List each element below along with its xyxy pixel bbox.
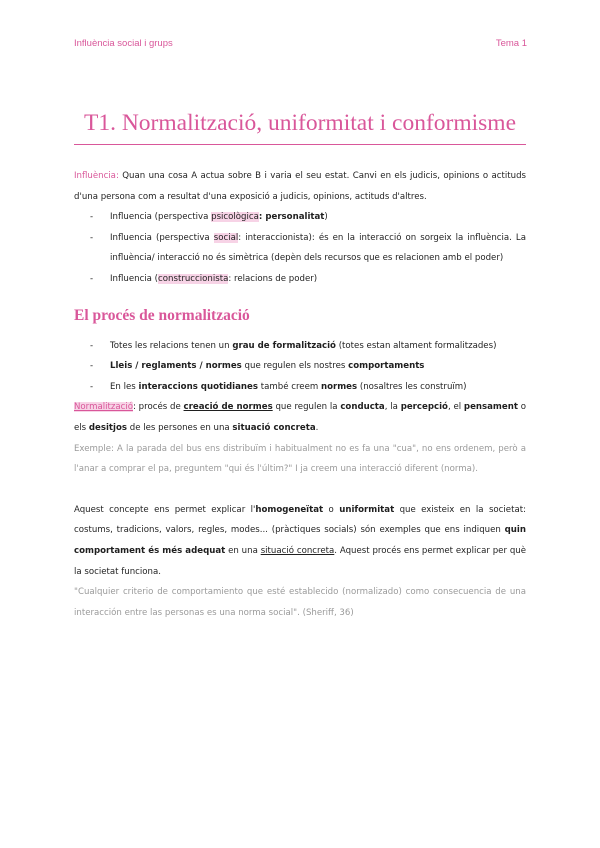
section-title: El procés de normalització [74,306,250,324]
dash-bullet-icon: - [90,381,94,392]
list-item: - Influencia (perspectiva social: interaccionista): és en la interacció on sorgeix la influència. La influència/ interacció no és simètrica (depèn dels recursos que es relacionen amb el poder) [74,228,526,269]
normalization-term: Normalització [74,402,133,413]
highlighted-term: psicològica [211,212,259,223]
title-divider [74,144,526,145]
header-topic-number: Tema 1 [495,38,527,49]
dash-bullet-icon: - [90,340,94,351]
list-item: - Influencia (construccionista: relacions de poder) [74,269,526,290]
list-item: - Influencia (perspectiva psicològica: personalitat) [74,207,526,228]
header-course-title: Influència social i grups [74,38,173,49]
list-item: - En les interaccions quotidianes també creem normes (nosaltres les construïm) [74,377,526,398]
example-paragraph: Exemple: A la parada del bus ens distribuïm i habitualment no es fa una "cua", no ens ordenem, però a l'anar a comprar el pa, preguntem "qui és l'últim?" I ja creem una interacció diferent (norma). [74,443,526,475]
highlighted-term: social [213,232,239,243]
normalization-list [74,336,526,398]
dash-bullet-icon: - [90,273,94,284]
dash-bullet-icon: - [90,361,94,372]
normalization-definition: Normalització: procés de creació de normes que regulen la conducta, la percepció, el pensament o els desitjos de les persones en una situació concreta. [74,402,526,433]
influence-term: Influència: [74,171,119,181]
list-item: - Totes les relacions tenen un grau de formalització (totes estan altament formalitzades) [74,336,526,357]
influence-definition [74,166,526,207]
highlighted-term: construccionista [158,273,229,284]
dash-bullet-icon: - [90,212,94,223]
document-body [74,166,526,623]
page-title: T1. Normalització, uniformitat i conformisme [83,109,517,136]
dash-bullet-icon: - [90,232,94,243]
concept-paragraph: Aquest concepte ens permet explicar l'homogeneïtat o uniformitat que existeix en la societat: costums, tradicions, valors, regles, modes... (pràctiques socials) són exemples que ens indiquen quin comportament és més adequat en una situació concreta. Aquest procés ens permet explicar per què la societat funciona. [74,504,527,577]
influence-perspectives-list [74,207,526,289]
influence-definition-text: Quan una cosa A actua sobre B i varia el seu estat. Canvi en els judicis, opinions o actituds d'una persona com a resultat d'una exposició a judicis, opinions, actituds d'altres. [74,171,526,202]
list-item: - Lleis / reglaments / normes que regulen els nostres comportaments [74,356,526,377]
sheriff-quote: "Cualquier criterio de comportamiento que esté establecido (normalizado) como consecuencia de una interacción entre las personas es una norma social". (Sheriff, 36) [74,587,526,618]
